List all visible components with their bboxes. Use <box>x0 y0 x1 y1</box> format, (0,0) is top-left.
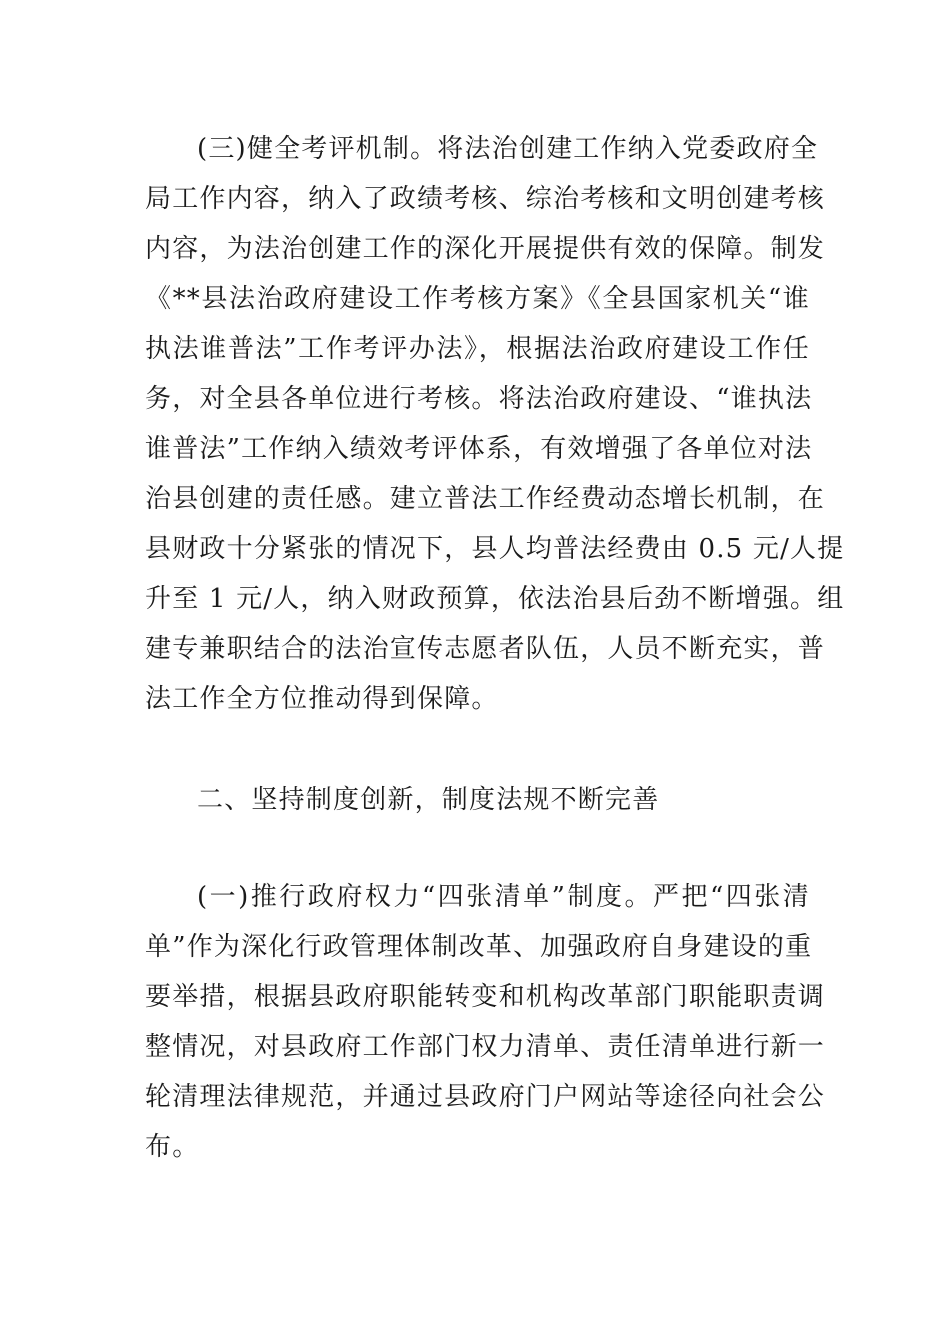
paragraph-line: 《**县法治政府建设工作考核方案》《全县国家机关“谁 <box>145 284 810 314</box>
section-heading: 二、坚持制度创新，制度法规不断完善 <box>197 785 660 815</box>
paragraph-line: 局工作内容，纳入了政绩考核、综治考核和文明创建考核 <box>145 184 826 214</box>
paragraph-line: 谁普法”工作纳入绩效考评体系，有效增强了各单位对法 <box>145 434 813 464</box>
paragraph-line: 务，对全县各单位进行考核。将法治政府建设、“谁执法 <box>145 384 813 414</box>
paragraph-line: 升至 1 元/人，纳入财政预算，依法治县后劲不断增强。组 <box>145 584 845 614</box>
paragraph-line: 内容，为法治创建工作的深化开展提供有效的保障。制发 <box>145 234 826 264</box>
paragraph-line: 建专兼职结合的法治宣传志愿者队伍，人员不断充实，普 <box>145 634 826 664</box>
paragraph-line: (一)推行政府权力“四张清单”制度。严把“四张清 <box>197 882 810 912</box>
paragraph-line: 布。 <box>145 1132 200 1162</box>
paragraph-line: 要举措，根据县政府职能转变和机构改革部门职能职责调 <box>145 982 826 1012</box>
paragraph-line: 单”作为深化行政管理体制改革、加强政府自身建设的重 <box>145 932 813 962</box>
paragraph-line: 法工作全方位推动得到保障。 <box>145 684 499 714</box>
paragraph-line: 轮清理法律规范，并通过县政府门户网站等途径向社会公 <box>145 1082 826 1112</box>
paragraph-line: 治县创建的责任感。建立普法工作经费动态增长机制，在 <box>145 484 826 514</box>
paragraph-line: (三)健全考评机制。将法治创建工作纳入党委政府全 <box>197 134 819 164</box>
paragraph-line: 整情况，对县政府工作部门权力清单、责任清单进行新一 <box>145 1032 826 1062</box>
paragraph-line: 执法谁普法”工作考评办法》，根据法治政府建设工作任 <box>145 334 810 364</box>
paragraph-line: 县财政十分紧张的情况下，县人均普法经费由 0.5 元/人提 <box>145 534 845 564</box>
